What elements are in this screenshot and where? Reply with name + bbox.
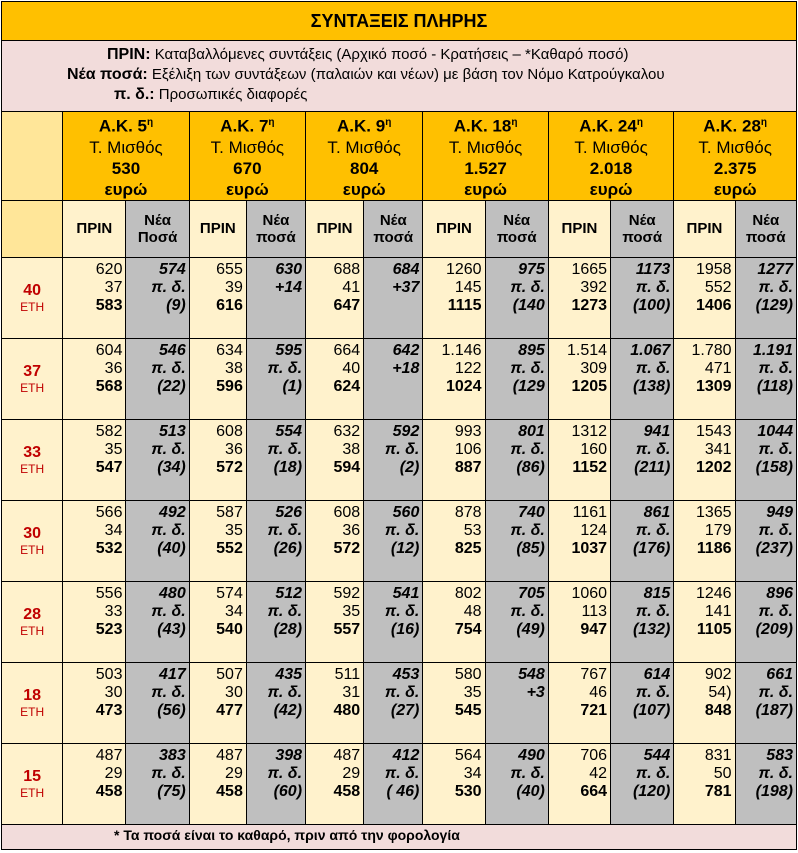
grade-label: Α.Κ. $24^\eta$ — [579, 116, 643, 136]
column-header — [306, 112, 423, 201]
salary-caption: Τ. Μισθός — [327, 137, 401, 157]
column-header — [423, 112, 548, 201]
nea-cell: 544 π. δ. (120) — [611, 743, 674, 824]
prin-subheader: ΠΡΙΝ — [189, 200, 246, 257]
nea-subheader: Νέα ποσά — [735, 200, 796, 257]
salary-caption: Τ. Μισθός — [448, 137, 523, 157]
years-label: 30 ΕΤΗ — [2, 500, 63, 581]
prin-subheader: ΠΡΙΝ — [548, 200, 610, 257]
table-title: ΣΥΝΤΑΞΕΙΣ ΠΛΗΡΗΣ — [2, 2, 797, 41]
nea-cell: 492 π. δ. (40) — [126, 500, 189, 581]
prin-cell: 632 38 594 — [306, 419, 364, 500]
nea-cell: 595 π. δ. (1) — [246, 338, 305, 419]
prin-cell: 1312 160 1152 — [548, 419, 610, 500]
nea-cell: 592 π. δ. (2) — [364, 419, 423, 500]
prin-cell: 503 30 473 — [63, 662, 126, 743]
salary-unit: ευρώ — [589, 179, 633, 199]
nea-cell: 398 π. δ. (60) — [246, 743, 305, 824]
prin-subheader: ΠΡΙΝ — [306, 200, 364, 257]
prin-cell: 1161 124 1037 — [548, 500, 610, 581]
nea-cell: 1.067 π. δ. (138) — [611, 338, 674, 419]
prin-cell: 688 41 647 — [306, 257, 364, 338]
nea-cell: 705 π. δ. (49) — [485, 581, 548, 662]
years-label: 37 ΕΤΗ — [2, 338, 63, 419]
grade-label: Α.Κ. $9^\eta$ — [337, 116, 392, 136]
prin-cell: 487 29 458 — [63, 743, 126, 824]
salary-unit: ευρώ — [342, 179, 386, 199]
nea-subheader: Νέα Ποσά — [126, 200, 189, 257]
nea-cell: 895 π. δ. (129 — [485, 338, 548, 419]
table-row — [2, 500, 797, 581]
nea-cell: 560 π. δ. (12) — [364, 500, 423, 581]
salary-value: 2.375 — [713, 158, 757, 178]
legend-prin-key: ΠΡΙΝ: — [107, 46, 151, 63]
salary-caption: Τ. Μισθός — [698, 137, 772, 157]
nea-cell: 630 +14 — [246, 257, 305, 338]
nea-subheader: Νέα ποσά — [485, 200, 548, 257]
legend-pd-key: π. δ.: — [114, 86, 155, 103]
legend-prin-text: Καταβαλλόμενες συντάξεις (Αρχικό ποσό - Κρατήσεις – *Καθαρό ποσό) — [150, 46, 629, 63]
prin-cell: 1665 392 1273 — [548, 257, 610, 338]
nea-subheader: Νέα ποσά — [611, 200, 674, 257]
nea-cell: 546 π. δ. (22) — [126, 338, 189, 419]
prin-cell: 706 42 664 — [548, 743, 610, 824]
prin-cell: 1365 179 1186 — [674, 500, 735, 581]
years-label: 33 ΕΤΗ — [2, 419, 63, 500]
prin-subheader: ΠΡΙΝ — [674, 200, 735, 257]
prin-cell: 767 46 721 — [548, 662, 610, 743]
legend-nea-key: Νέα ποσά: — [67, 66, 148, 83]
prin-cell: 620 37 583 — [63, 257, 126, 338]
prin-cell: 511 31 480 — [306, 662, 364, 743]
salary-caption: Τ. Μισθός — [574, 137, 648, 157]
prin-cell: 608 36 572 — [189, 419, 246, 500]
nea-cell: 1277 π. δ. (129) — [735, 257, 796, 338]
nea-cell: 512 π. δ. (28) — [246, 581, 305, 662]
salary-unit: ευρώ — [104, 179, 148, 199]
prin-cell: 507 30 477 — [189, 662, 246, 743]
nea-cell: 526 π. δ. (26) — [246, 500, 305, 581]
salary-value: 1.527 — [464, 158, 507, 178]
column-header — [674, 112, 797, 201]
column-header — [189, 112, 305, 201]
grade-label: Α.Κ. $7^\eta$ — [220, 116, 275, 136]
nea-cell: 435 π. δ. (42) — [246, 662, 305, 743]
nea-cell: 383 π. δ. (75) — [126, 743, 189, 824]
nea-cell: 583 π. δ. (198) — [735, 743, 796, 824]
salary-caption: Τ. Μισθός — [210, 137, 285, 157]
table-row — [2, 581, 797, 662]
prin-cell: 655 39 616 — [189, 257, 246, 338]
nea-cell: 614 π. δ. (107) — [611, 662, 674, 743]
nea-subheader: Νέα ποσά — [364, 200, 423, 257]
prin-cell: 587 35 552 — [189, 500, 246, 581]
nea-cell: 574 π. δ. (9) — [126, 257, 189, 338]
prin-cell: 1958 552 1406 — [674, 257, 735, 338]
salary-value: 804 — [349, 158, 379, 178]
table-row — [2, 419, 797, 500]
nea-cell: 548 +3 — [485, 662, 548, 743]
years-label: 15 ΕΤΗ — [2, 743, 63, 824]
prin-cell: 878 53 825 — [423, 500, 485, 581]
years-label: 40 ΕΤΗ — [2, 257, 63, 338]
prin-cell: 574 34 540 — [189, 581, 246, 662]
prin-cell: 1.514 309 1205 — [548, 338, 610, 419]
nea-cell: 642 +18 — [364, 338, 423, 419]
nea-cell: 861 π. δ. (176) — [611, 500, 674, 581]
nea-cell: 453 π. δ. (27) — [364, 662, 423, 743]
nea-cell: 949 π. δ. (237) — [735, 500, 796, 581]
grade-label: Α.Κ. $5^\eta$ — [98, 116, 154, 136]
table-row — [2, 257, 797, 338]
prin-cell: 592 35 557 — [306, 581, 364, 662]
salary-value: 670 — [233, 158, 262, 178]
table-row — [2, 743, 797, 824]
prin-cell: 902 54) 848 — [674, 662, 735, 743]
nea-cell: 513 π. δ. (34) — [126, 419, 189, 500]
years-label: 18 ΕΤΗ — [2, 662, 63, 743]
footnote: * Τα ποσά είναι το καθαρό, πριν από την φορολογία — [2, 824, 797, 849]
prin-cell: 1260 145 1115 — [423, 257, 485, 338]
nea-cell: 480 π. δ. (43) — [126, 581, 189, 662]
nea-cell: 1044 π. δ. (158) — [735, 419, 796, 500]
nea-cell: 412 π. δ. ( 46) — [364, 743, 423, 824]
nea-cell: 1173 π. δ. (100) — [611, 257, 674, 338]
nea-cell: 684 +37 — [364, 257, 423, 338]
salary-unit: ευρώ — [713, 179, 757, 199]
nea-cell: 896 π. δ. (209) — [735, 581, 796, 662]
prin-cell: 1.146 122 1024 — [423, 338, 485, 419]
legend — [2, 41, 797, 112]
prin-cell: 634 38 596 — [189, 338, 246, 419]
years-label: 28 ΕΤΗ — [2, 581, 63, 662]
nea-cell: 490 π. δ. (40) — [485, 743, 548, 824]
salary-value: 530 — [111, 158, 141, 178]
header-stub — [2, 112, 63, 201]
nea-subheader: Νέα ποσά — [246, 200, 305, 257]
pension-table — [1, 1, 797, 850]
prin-cell: 580 35 545 — [423, 662, 485, 743]
nea-cell: 1.191 π. δ. (118) — [735, 338, 796, 419]
prin-cell: 564 34 530 — [423, 743, 485, 824]
nea-cell: 554 π. δ. (18) — [246, 419, 305, 500]
table-row — [2, 662, 797, 743]
prin-cell: 664 40 624 — [306, 338, 364, 419]
legend-pd-text: Προσωπικές διαφορές — [154, 86, 308, 103]
prin-cell: 1060 113 947 — [548, 581, 610, 662]
salary-value: 2.018 — [589, 158, 633, 178]
nea-cell: 975 π. δ. (140 — [485, 257, 548, 338]
subheader-stub — [2, 200, 63, 257]
nea-cell: 740 π. δ. (85) — [485, 500, 548, 581]
grade-label: Α.Κ. $18^\eta$ — [453, 116, 518, 136]
prin-cell: 608 36 572 — [306, 500, 364, 581]
column-header — [548, 112, 673, 201]
nea-cell: 801 π. δ. (86) — [485, 419, 548, 500]
prin-cell: 831 50 781 — [674, 743, 735, 824]
prin-cell: 1.780 471 1309 — [674, 338, 735, 419]
prin-cell: 556 33 523 — [63, 581, 126, 662]
prin-cell: 582 35 547 — [63, 419, 126, 500]
salary-unit: ευρώ — [225, 179, 269, 199]
table-row — [2, 338, 797, 419]
prin-cell: 566 34 532 — [63, 500, 126, 581]
grade-label: Α.Κ. $28^\eta$ — [703, 116, 768, 136]
prin-cell: 802 48 754 — [423, 581, 485, 662]
prin-cell: 993 106 887 — [423, 419, 485, 500]
prin-cell: 1543 341 1202 — [674, 419, 735, 500]
nea-cell: 417 π. δ. (56) — [126, 662, 189, 743]
salary-caption: Τ. Μισθός — [89, 137, 163, 157]
prin-subheader: ΠΡΙΝ — [423, 200, 485, 257]
prin-cell: 604 36 568 — [63, 338, 126, 419]
column-header — [63, 112, 190, 201]
prin-cell: 487 29 458 — [306, 743, 364, 824]
prin-cell: 487 29 458 — [189, 743, 246, 824]
legend-nea-text: Εξέλιξη των συντάξεων (παλαιών και νέων) με βάση τον Νόμο Κατρούγκαλου — [147, 66, 665, 83]
nea-cell: 661 π. δ. (187) — [735, 662, 796, 743]
salary-unit: ευρώ — [464, 179, 507, 199]
nea-cell: 541 π. δ. (16) — [364, 581, 423, 662]
nea-cell: 815 π. δ. (132) — [611, 581, 674, 662]
prin-subheader: ΠΡΙΝ — [63, 200, 126, 257]
nea-cell: 941 π. δ. (211) — [611, 419, 674, 500]
prin-cell: 1246 141 1105 — [674, 581, 735, 662]
